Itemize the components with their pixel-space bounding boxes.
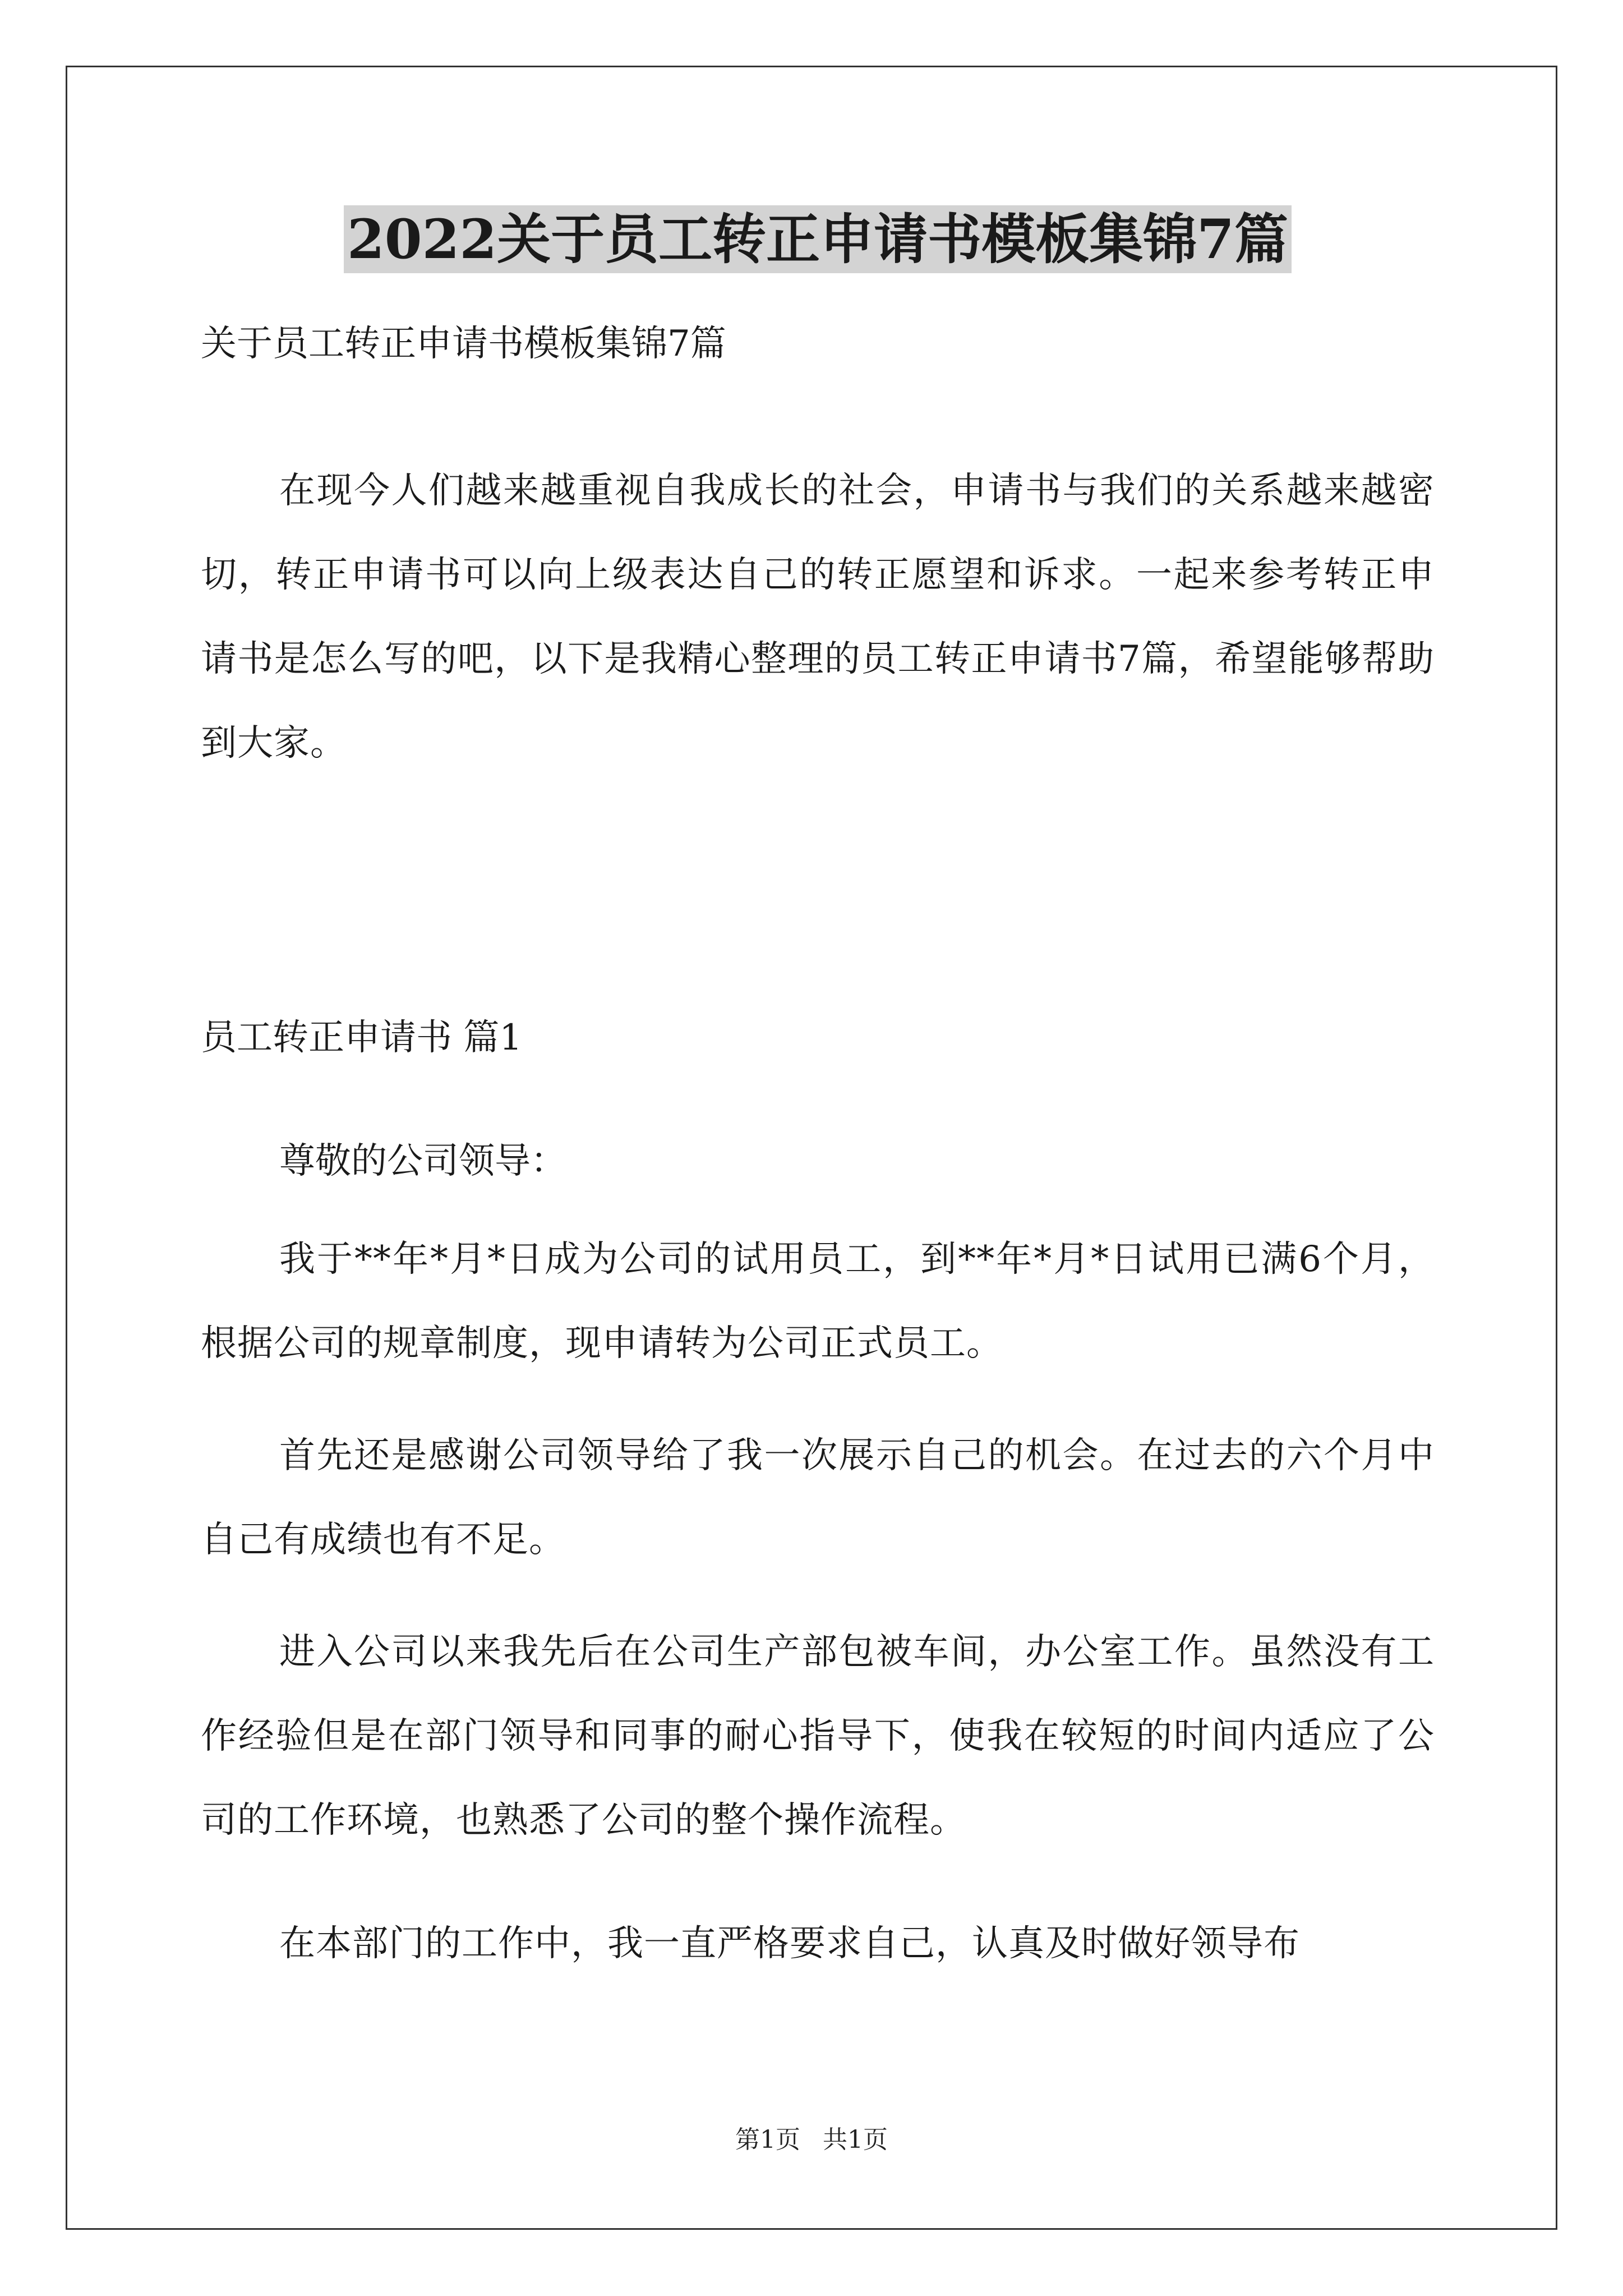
page-number: 第1页: [735, 2125, 800, 2154]
page-footer: [0, 2123, 1623, 2157]
document-title-text: 2022关于员工转正申请书模板集锦7篇: [344, 205, 1292, 273]
document-subtitle: 关于员工转正申请书模板集锦7篇: [201, 323, 726, 365]
salutation: 尊敬的公司领导：: [279, 1140, 566, 1182]
body-paragraph: 在本部门的工作中，我一直严格要求自己，认真及时做好领导布: [279, 1923, 1300, 1964]
document-title: [201, 197, 1435, 282]
body-paragraph: 进入公司以来我先后在公司生产部包被车间，办公室工作。虽然没有工作经验但是在部门领导和同事的耐心指导下，使我在较短的时间内适应了公司的工作环境，也熟悉了公司的整个操作流程。: [201, 1631, 1435, 1841]
body-paragraph: 首先还是感谢公司领导给了我一次展示自己的机会。在过去的六个月中自己有成绩也有不足。: [201, 1435, 1435, 1561]
body-paragraph: 我于**年*月*日成为公司的试用员工，到**年*月*日试用已满6个月，根据公司的规章制度，现申请转为公司正式员工。: [201, 1239, 1435, 1364]
section-heading: 员工转正申请书 篇1: [201, 1017, 523, 1059]
intro-paragraph: 在现今人们越来越重视自我成长的社会，申请书与我们的关系越来越密切，转正申请书可以向上级表达自己的转正愿望和诉求。一起来参考转正申请书是怎么写的吧，以下是我精心整理的员工转正申请书7篇，希望能够帮助到大家。: [201, 470, 1435, 764]
page-total: 共1页: [823, 2125, 888, 2154]
